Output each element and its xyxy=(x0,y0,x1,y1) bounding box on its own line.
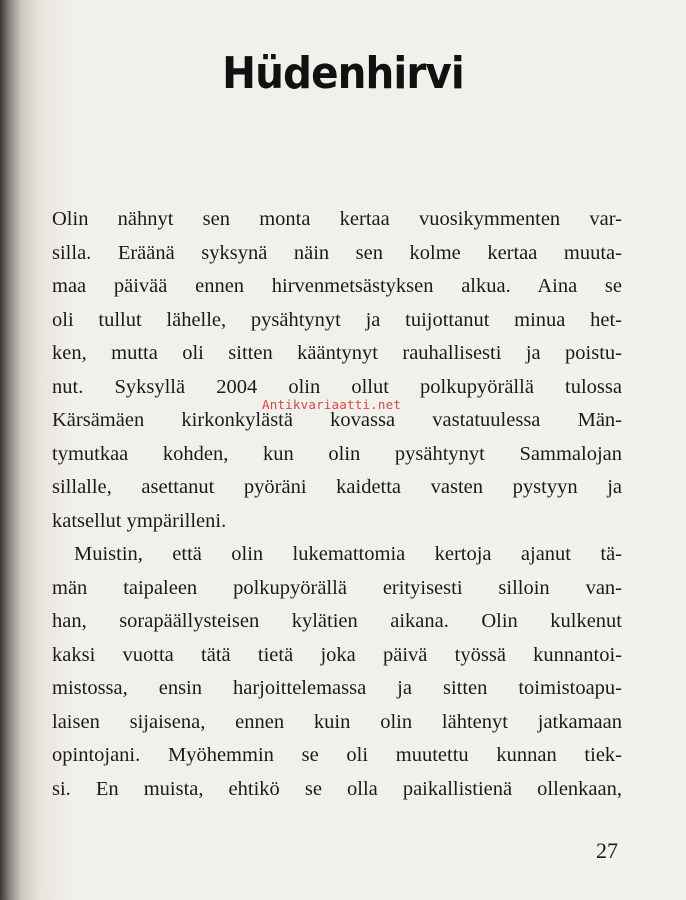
text-line: opintojani. Myöhemmin se oli muutettu kunnan tiek- xyxy=(52,744,622,766)
text-line: oli tullut lähelle, pysähtynyt ja tuijottanut minua het- xyxy=(52,308,622,331)
text-line: laisen sijaisena, ennen kuin olin lähtenyt jatkamaan xyxy=(52,710,622,733)
text-line: män taipaleen polkupyörällä erityisesti silloin van- xyxy=(52,576,622,599)
text-line: si. En muista, ehtikö se olla paikallistienä ollenkaan, xyxy=(52,777,622,800)
text-line: nut. Syksyllä 2004 olin ollut polkupyörällä tulossa xyxy=(52,375,622,398)
text-line: katsellut ympärilleni. xyxy=(52,509,227,532)
text-line: Kärsämäen kirkonkylästä kovassa vastatuulessa Män- xyxy=(52,409,622,431)
text-line: Olin nähnyt sen monta kertaa vuosikymmenten var- xyxy=(52,208,622,230)
text-line: kaksi vuotta tätä tietä joka päivä työssä kunnantoi- xyxy=(52,643,622,666)
page-number: 27 xyxy=(596,838,618,863)
text-line: ken, mutta oli sitten kääntynyt rauhallisesti ja poistu- xyxy=(52,342,622,364)
text-line: Muistin, että olin lukemattomia kertoja ajanut tä- xyxy=(74,543,622,565)
text-line: sillalle, asettanut pyöräni kaidetta vasten pystyyn ja xyxy=(52,476,622,498)
body-text xyxy=(52,203,622,806)
text-line: han, sorapäällysteisen kylätien aikana. Olin kulkenut xyxy=(52,610,622,632)
chapter-title: Hüdenhirvi xyxy=(222,48,464,99)
text-line: maa päivää ennen hirvenmetsästyksen alkua. Aina se xyxy=(52,275,622,297)
text-line: silla. Eräänä syksynä näin sen kolme kertaa muuta- xyxy=(52,241,622,264)
watermark: Antikvariaatti.net xyxy=(262,397,402,412)
text-line: mistossa, ensin harjoittelemassa ja sitten toimistoapu- xyxy=(52,677,622,699)
text-line: tymutkaa kohden, kun olin pysähtynyt Sammalojan xyxy=(52,442,622,465)
